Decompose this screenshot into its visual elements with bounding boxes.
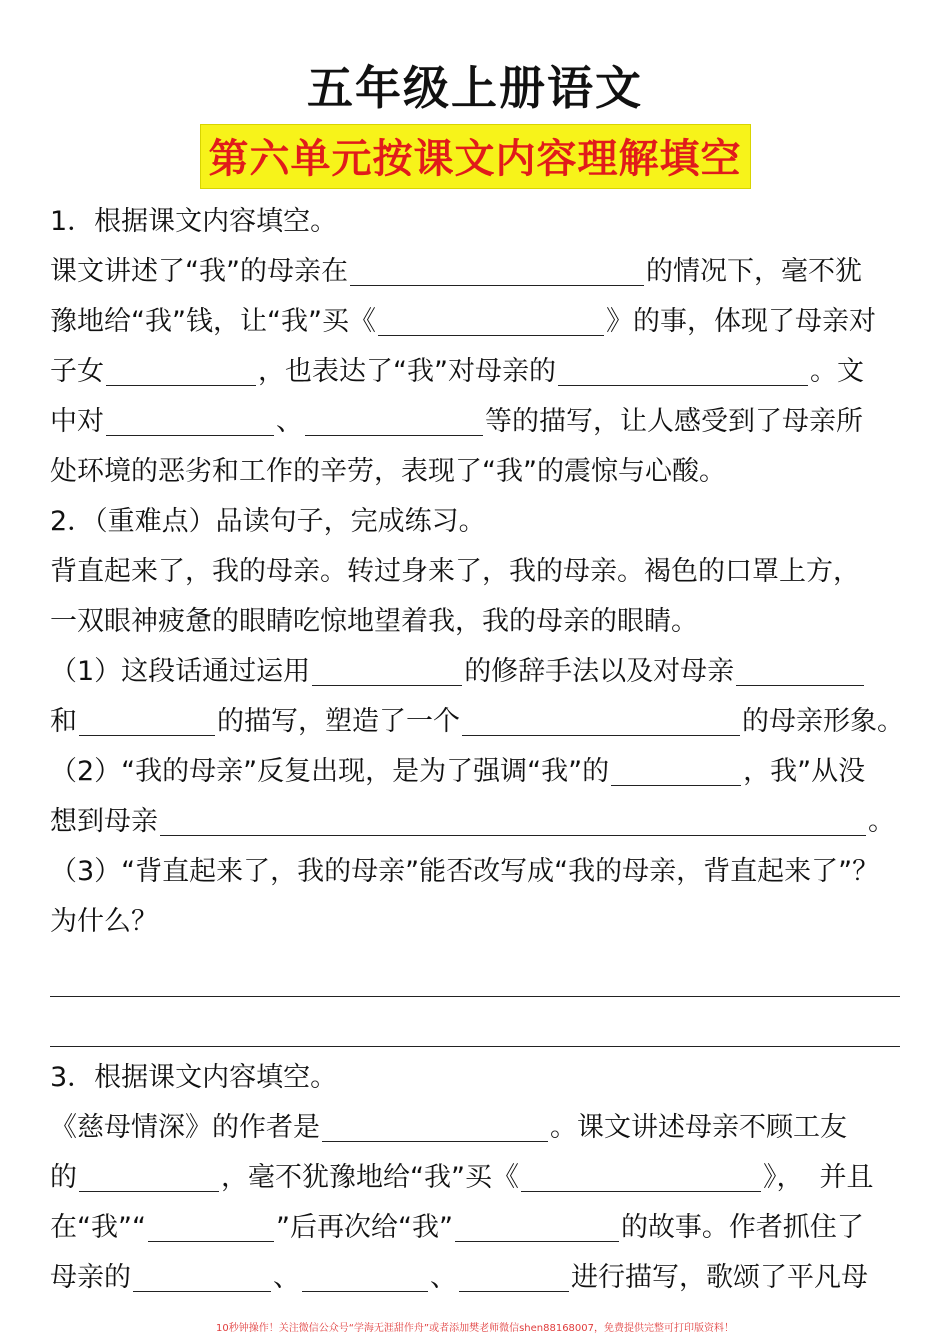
text: 、	[430, 1262, 457, 1293]
text: 、	[273, 1262, 300, 1293]
fill-blank[interactable]	[455, 1207, 619, 1242]
fill-blank[interactable]	[106, 351, 256, 386]
text: （2）“我的母亲”反复出现，是为了强调“我”的	[50, 756, 610, 787]
text: 并且	[819, 1162, 874, 1193]
q3-line	[50, 1153, 900, 1203]
q3-line	[50, 1203, 900, 1253]
text: ，毫不犹豫地给“我”买《	[221, 1162, 519, 1193]
text: 的	[50, 1162, 77, 1193]
text: 的故事。作者抓住了	[620, 1212, 864, 1243]
fill-blank[interactable]	[79, 1157, 219, 1192]
text: 课文讲述了“我”的母亲在	[50, 256, 348, 287]
text: 。文	[809, 356, 864, 387]
text: 子女	[50, 356, 104, 387]
fill-blank[interactable]	[106, 401, 274, 436]
fill-blank[interactable]	[133, 1257, 271, 1292]
fill-blank[interactable]	[312, 651, 462, 686]
fill-blank[interactable]	[462, 701, 740, 736]
text: 》的事，体现了母亲对	[605, 306, 876, 337]
q1-line	[50, 297, 900, 347]
text: 、	[276, 406, 303, 437]
q1-line: 处环境的恶劣和工作的辛劳，表现了“我”的震惊与心酸。	[50, 456, 726, 487]
text: 的描写，塑造了一个	[217, 706, 460, 737]
fill-blank[interactable]	[736, 651, 864, 686]
text: ，也表达了“我”对母亲的	[258, 356, 556, 387]
fill-blank[interactable]	[521, 1157, 761, 1192]
text: 。	[868, 806, 895, 837]
text: 等的描写，让人感受到了母亲所	[485, 406, 863, 437]
q2-passage: 背直起来了，我的母亲。转过身来了，我的母亲。褐色的口罩上方，	[50, 556, 860, 587]
q2-sub3: （3）“背直起来了，我的母亲”能否改写成“我的母亲，背直起来了”？	[50, 856, 880, 887]
answer-line[interactable]	[50, 997, 900, 1047]
q3-line	[50, 1253, 900, 1303]
text: 豫地给“我”钱，让“我”买《	[50, 306, 376, 337]
q1-line	[50, 247, 900, 297]
text: 。课文讲述母亲不顾工友	[550, 1112, 847, 1143]
text: ，我”从没	[743, 756, 866, 787]
q2-heading: 2．（重难点）品读句子，完成练习。	[50, 506, 486, 537]
text: （1）这段话通过运用	[50, 656, 311, 687]
q1-heading: 1．根据课文内容填空。	[50, 206, 338, 237]
text: 和	[50, 706, 77, 737]
fill-blank[interactable]	[558, 351, 808, 386]
text: 《慈母情深》的作者是	[50, 1112, 320, 1143]
q2-sub3: 为什么？	[50, 906, 158, 937]
q2-sub2	[50, 747, 900, 797]
text: 的情况下，毫不犹	[645, 256, 862, 287]
fill-blank[interactable]	[79, 701, 215, 736]
text: 进行描写，歌颂了平凡母	[571, 1262, 868, 1293]
footer-notice: 10秒钟操作！关注微信公众号“学海无涯甜作舟”或者添加樊老师微信shen88168007，免费提供完整可打印版资料！	[215, 1323, 735, 1334]
fill-blank[interactable]	[350, 251, 644, 286]
text: 母亲的	[50, 1262, 131, 1293]
q1-line	[50, 397, 900, 447]
fill-blank[interactable]	[611, 751, 741, 786]
fill-blank[interactable]	[322, 1107, 548, 1142]
fill-blank[interactable]	[459, 1257, 569, 1292]
text: 的母亲形象。	[742, 706, 904, 737]
answer-line[interactable]	[50, 947, 900, 997]
text: 想到母亲	[50, 806, 158, 837]
text: ”后再次给“我”	[275, 1212, 453, 1243]
text: 的修辞手法以及对母亲	[464, 656, 735, 687]
fill-blank[interactable]	[160, 801, 866, 836]
fill-blank[interactable]	[148, 1207, 274, 1242]
subtitle-banner	[0, 124, 950, 189]
subtitle: 第六单元按课文内容理解填空	[200, 124, 751, 189]
page-title: 五年级上册语文	[307, 61, 643, 115]
worksheet-content	[50, 197, 904, 1303]
fill-blank[interactable]	[305, 401, 483, 436]
q3-line	[50, 1103, 900, 1153]
q1-line	[50, 347, 900, 397]
q2-sub2	[50, 797, 900, 847]
text: 》，	[762, 1162, 804, 1193]
text: 中对	[50, 406, 104, 437]
q3-heading: 3．根据课文内容填空。	[50, 1062, 338, 1093]
q2-passage: 一双眼神疲惫的眼睛吃惊地望着我，我的母亲的眼睛。	[50, 606, 698, 637]
text: 在“我”“	[50, 1212, 146, 1243]
fill-blank[interactable]	[378, 301, 604, 336]
q2-sub1	[50, 697, 904, 747]
fill-blank[interactable]	[302, 1257, 428, 1292]
q2-sub1	[50, 647, 900, 697]
